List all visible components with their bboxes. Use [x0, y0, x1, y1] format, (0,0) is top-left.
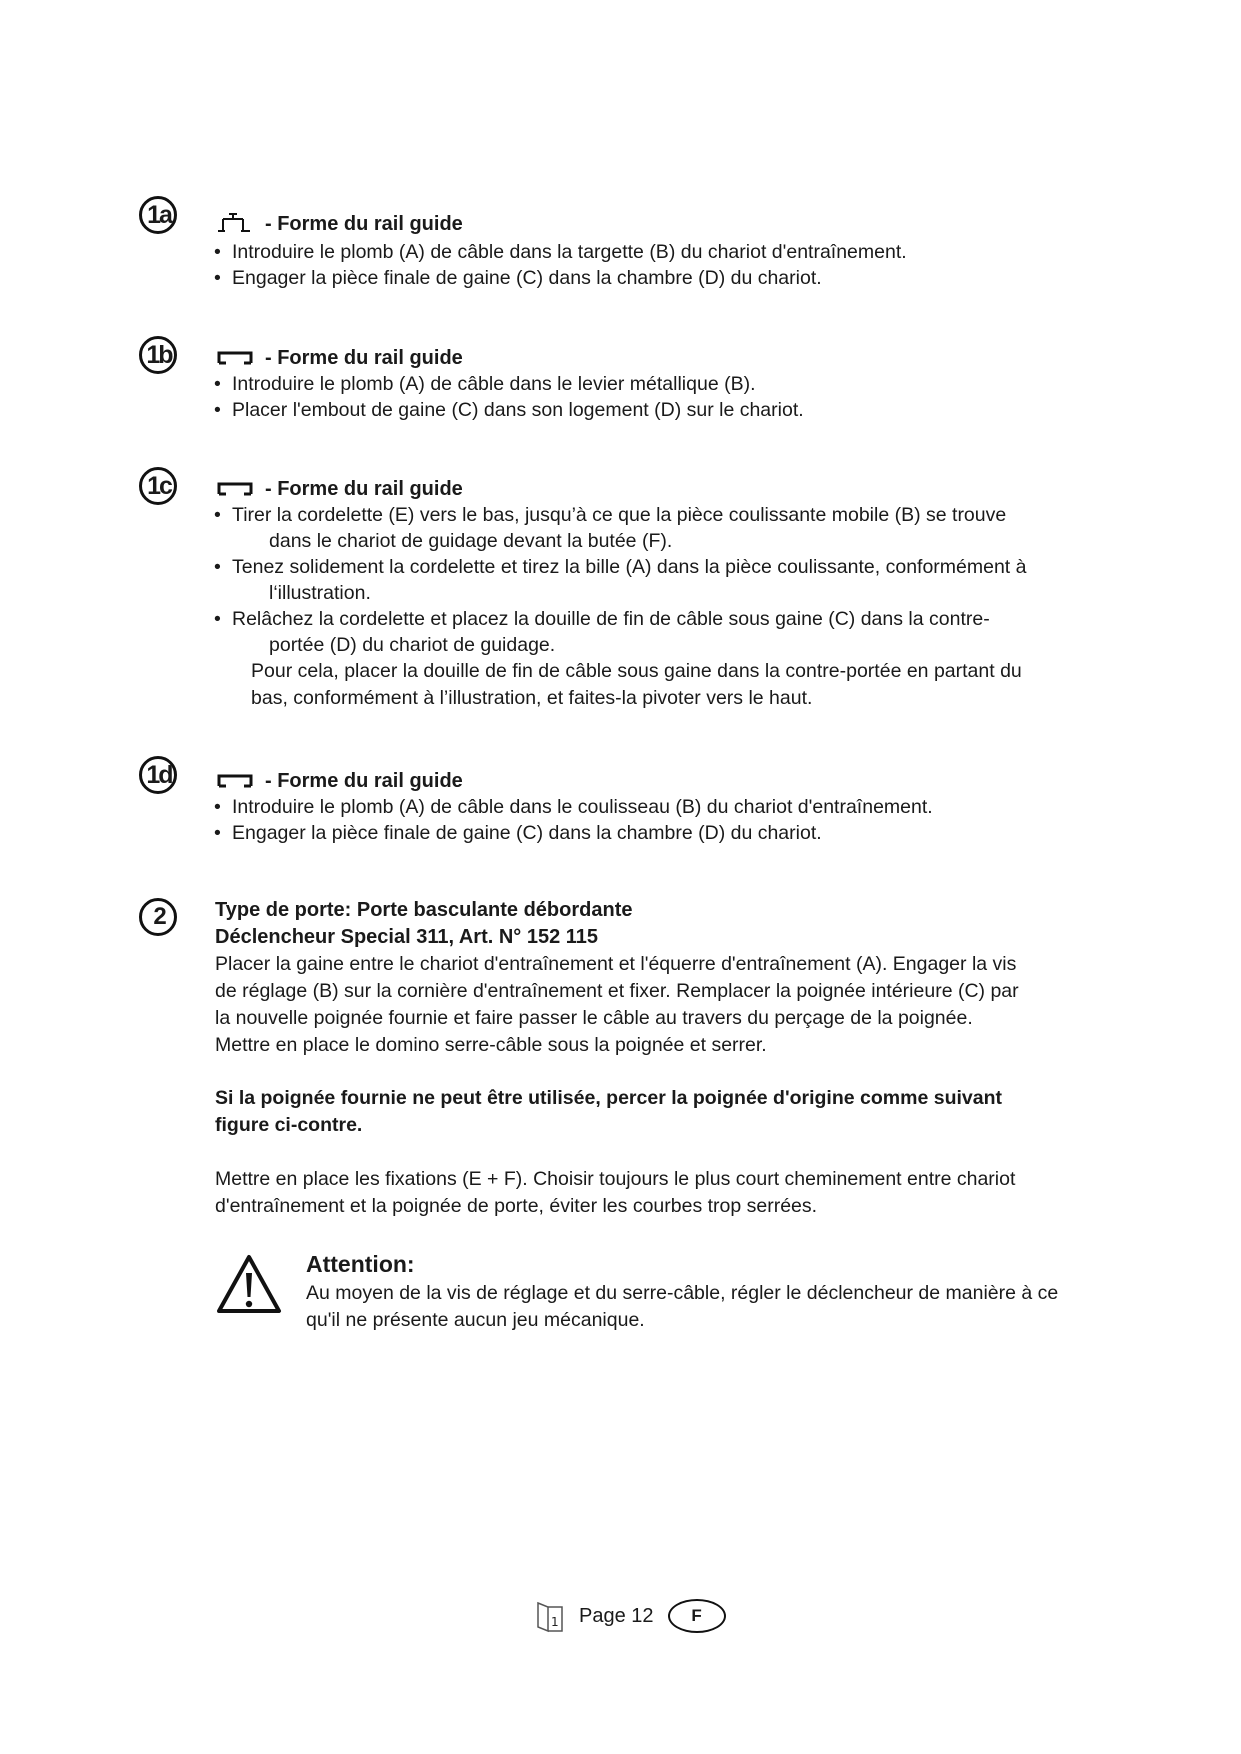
instruction-note-1c: Pour cela, placer la douille de fin de câble sous gaine dans la contre-portée en partant du bas, conformément à l’illustration, et faites-la pivoter vers le haut.: [251, 660, 1022, 709]
section-heading-1b: - Forme du rail guide: [215, 345, 463, 371]
rail-profile-c-icon: [215, 768, 255, 794]
list-item: • Engager la pièce finale de gaine (C) dans la chambre (D) du chariot.: [214, 822, 822, 844]
attention-text: Au moyen de la vis de réglage et du serre-câble, régler le déclencheur de manière à ce qu'il ne présente aucun jeu mécanique.: [306, 1282, 1059, 1331]
instruction-list-1b: [214, 371, 1094, 423]
fixation-instructions: Mettre en place les fixations (E + F). Choisir toujours le plus court cheminement entre chariot d'entraînement et la poignée de porte, éviter les courbes trop serrées.: [215, 1168, 1016, 1217]
list-item: • Tirer la cordelette (E) vers le bas, jusqu’à ce que la pièce coulissante mobile (B) se trouve dans le chariot de guidage devant la butée (F).: [214, 504, 1007, 552]
attention-title: Attention:: [306, 1251, 415, 1277]
step-marker-1c: 1c: [139, 467, 177, 505]
instruction-list-1c: [214, 502, 1094, 658]
rail-profile-c-icon: [215, 345, 255, 371]
list-item: • Tenez solidement la cordelette et tirez la bille (A) dans la pièce coulissante, conformément à l‘illustration.: [214, 556, 1027, 604]
install-instructions: Placer la gaine entre le chariot d'entraînement et l'équerre d'entraînement (A). Engager la vis de réglage (B) sur la cornière d'entraînement et fixer. Remplacer la poignée intérieure (C) par la nouvelle poignée fournie et faire passer le câble au travers du perçage de la poignée. Mettre en place le domino serre-câble sous la poignée et serrer.: [215, 953, 1019, 1056]
instruction-list-1a: [214, 239, 1094, 291]
step-marker-1a: 1a: [139, 196, 177, 234]
warning-triangle-icon: [215, 1253, 283, 1315]
list-item: • Introduire le plomb (A) de câble dans le levier métallique (B).: [214, 373, 756, 395]
list-item: • Introduire le plomb (A) de câble dans le coulisseau (B) du chariot d'entraînement.: [214, 796, 933, 818]
step-marker-2: 2: [139, 898, 177, 936]
step-marker-1d: 1d: [139, 756, 177, 794]
step-marker-1b: 1b: [139, 336, 177, 374]
list-item: • Placer l'embout de gaine (C) dans son logement (D) sur le chariot.: [214, 399, 804, 421]
list-item: • Introduire le plomb (A) de câble dans la targette (B) du chariot d'entraînement.: [214, 241, 907, 263]
release-model-title: Déclencheur Special 311, Art. N° 152 115: [215, 926, 599, 948]
section-heading-1c: - Forme du rail guide: [215, 476, 463, 502]
language-badge: F: [668, 1599, 726, 1633]
list-item: • Engager la pièce finale de gaine (C) dans la chambre (D) du chariot.: [214, 267, 822, 289]
rail-profile-c-icon: [215, 476, 255, 502]
door-type-title: Type de porte: Porte basculante débordante: [215, 899, 633, 921]
list-item: • Relâchez la cordelette et placez la douille de fin de câble sous gaine (C) dans la contre- portée (D) du chariot de guidage.: [214, 608, 990, 656]
book-number: 1: [551, 1615, 559, 1629]
rail-profile-t-icon: [215, 211, 255, 237]
handle-drill-note: Si la poignée fournie ne peut être utilisée, percer la poignée d'origine comme suivant figure ci-contre.: [215, 1087, 1002, 1136]
section-heading-1a: - Forme du rail guide: [215, 211, 463, 237]
section-heading-1d: - Forme du rail guide: [215, 768, 463, 794]
instruction-list-1d: [214, 794, 1094, 846]
page-number: Page 12: [579, 1605, 654, 1627]
manual-book-icon: [535, 1599, 565, 1633]
page-footer: [535, 1598, 726, 1634]
